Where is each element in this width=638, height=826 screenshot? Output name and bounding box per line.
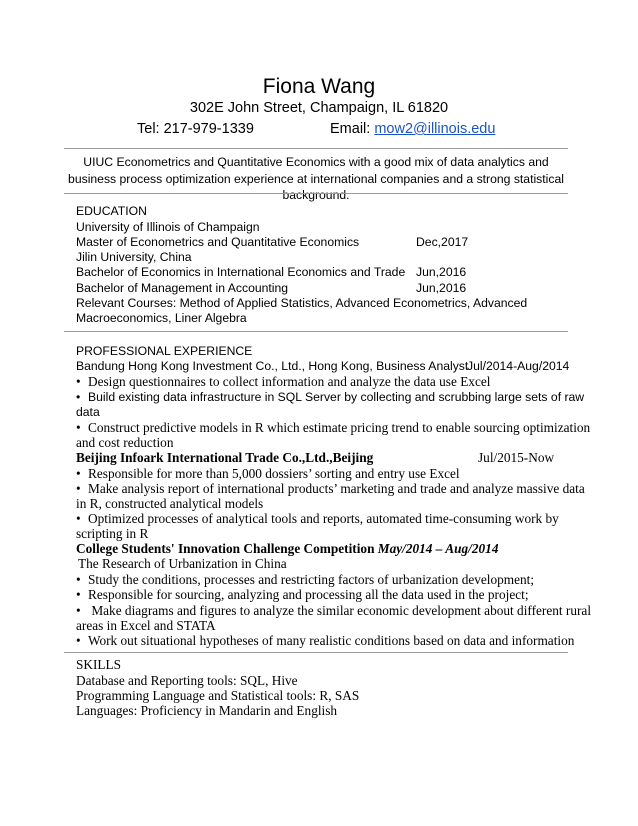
- candidate-name: Fiona Wang: [262, 75, 376, 98]
- school-jilin: Jilin University, China: [76, 250, 192, 264]
- job-date-bandung: Jul/2014-Aug/2014: [467, 359, 570, 373]
- relevant-courses-cont: Macroeconomics, Liner Algebra: [76, 311, 247, 325]
- job-date-competition: May/2014 – Aug/2014: [377, 541, 499, 556]
- list-item: • Make diagrams and figures to analyze the similar economic development about different rural: [76, 603, 592, 618]
- skill-languages: Languages: Proficiency in Mandarin and English: [76, 703, 338, 718]
- degree-accounting: Bachelor of Management in Accounting: [76, 281, 289, 295]
- list-item-cont: scripting in R: [76, 526, 149, 541]
- summary: UIUC Econometrics and Quantitative Economics with a good mix of data analytics and business process optimization experience at international companies and a strong statistical background.: [68, 155, 564, 202]
- email-line: [330, 121, 495, 137]
- bullet-icon: •: [76, 633, 81, 648]
- bullet-icon: •: [76, 572, 81, 587]
- list-item-cont: data: [76, 405, 100, 419]
- phone: Tel: 217-979-1339: [137, 121, 254, 137]
- degree-economics-date: Jun,2016: [416, 265, 467, 279]
- degree-masters: Master of Econometrics and Quantitative Economics: [76, 235, 360, 249]
- list-item: • Optimized processes of analytical tools and reports, automated time-consuming work by: [76, 511, 559, 526]
- degree-accounting-date: Jun,2016: [416, 281, 467, 295]
- list-item: • Study the conditions, processes and restricting factors of urbanization development;: [76, 572, 535, 587]
- divider: [64, 331, 568, 332]
- job-title-bandung: Bandung Hong Kong Investment Co., Ltd., Hong Kong, Business Analyst: [76, 359, 469, 373]
- list-item: • Build existing data infrastructure in SQL Server by collecting and scrubbing large sets of raw: [76, 390, 585, 404]
- list-item: • Responsible for more than 5,000 dossiers’ sorting and entry use Excel: [76, 466, 460, 481]
- bullet-icon: •: [76, 374, 81, 389]
- list-item: • Make analysis report of international products’ marketing and trade and analyze massive data: [76, 481, 585, 496]
- address: 302E John Street, Champaign, IL 61820: [189, 100, 449, 116]
- job-title-infoark: Beijing Infoark International Trade Co.,Ltd.,Beijing: [76, 450, 374, 465]
- job-title-competition: College Students' Innovation Challenge Competition May/2014 – Aug/2014: [76, 541, 499, 556]
- skill-programming: Programming Language and Statistical tools: R, SAS: [76, 688, 360, 703]
- bullet-icon: •: [76, 603, 81, 618]
- bullet-icon: •: [76, 511, 81, 526]
- list-item-cont: areas in Excel and STATA: [76, 618, 216, 633]
- email-link[interactable]: mow2@illinois.edu: [374, 121, 496, 137]
- degree-masters-date: Dec,2017: [416, 235, 469, 249]
- job-date-infoark: Jul/2015-Now: [478, 450, 555, 465]
- list-item-cont: in R, constructed analytical models: [76, 496, 264, 511]
- list-item: • Work out situational hypotheses of many realistic conditions based on data and information: [76, 633, 575, 648]
- list-item-cont: and cost reduction: [76, 435, 174, 450]
- list-item: • Responsible for sourcing, analyzing and processing all the data used in the project;: [76, 587, 529, 602]
- project-subtitle: The Research of Urbanization in China: [78, 556, 287, 571]
- divider: [64, 652, 568, 653]
- bullet-icon: •: [76, 390, 81, 404]
- list-item: • Design questionnaires to collect information and analyze the data use Excel: [76, 374, 491, 389]
- email-label: Email:: [330, 121, 375, 137]
- bullet-icon: •: [76, 481, 81, 496]
- bullet-icon: •: [76, 587, 81, 602]
- skills-heading: SKILLS: [76, 657, 122, 672]
- experience-heading: PROFESSIONAL EXPERIENCE: [76, 344, 253, 358]
- skill-database: Database and Reporting tools: SQL, Hive: [76, 673, 298, 688]
- school-illinois: University of Illinois of Champaign: [76, 220, 260, 234]
- bullet-icon: •: [76, 466, 81, 481]
- list-item: • Construct predictive models in R which estimate pricing trend to enable sourcing optimization: [76, 420, 591, 435]
- bullet-icon: •: [76, 420, 81, 435]
- relevant-courses: Relevant Courses: Method of Applied Statistics, Advanced Econometrics, Advanced: [76, 296, 528, 310]
- education-heading: EDUCATION: [76, 204, 147, 218]
- divider: [64, 148, 568, 149]
- divider: [64, 193, 568, 194]
- degree-economics: Bachelor of Economics in International Economics and Trade: [76, 265, 406, 279]
